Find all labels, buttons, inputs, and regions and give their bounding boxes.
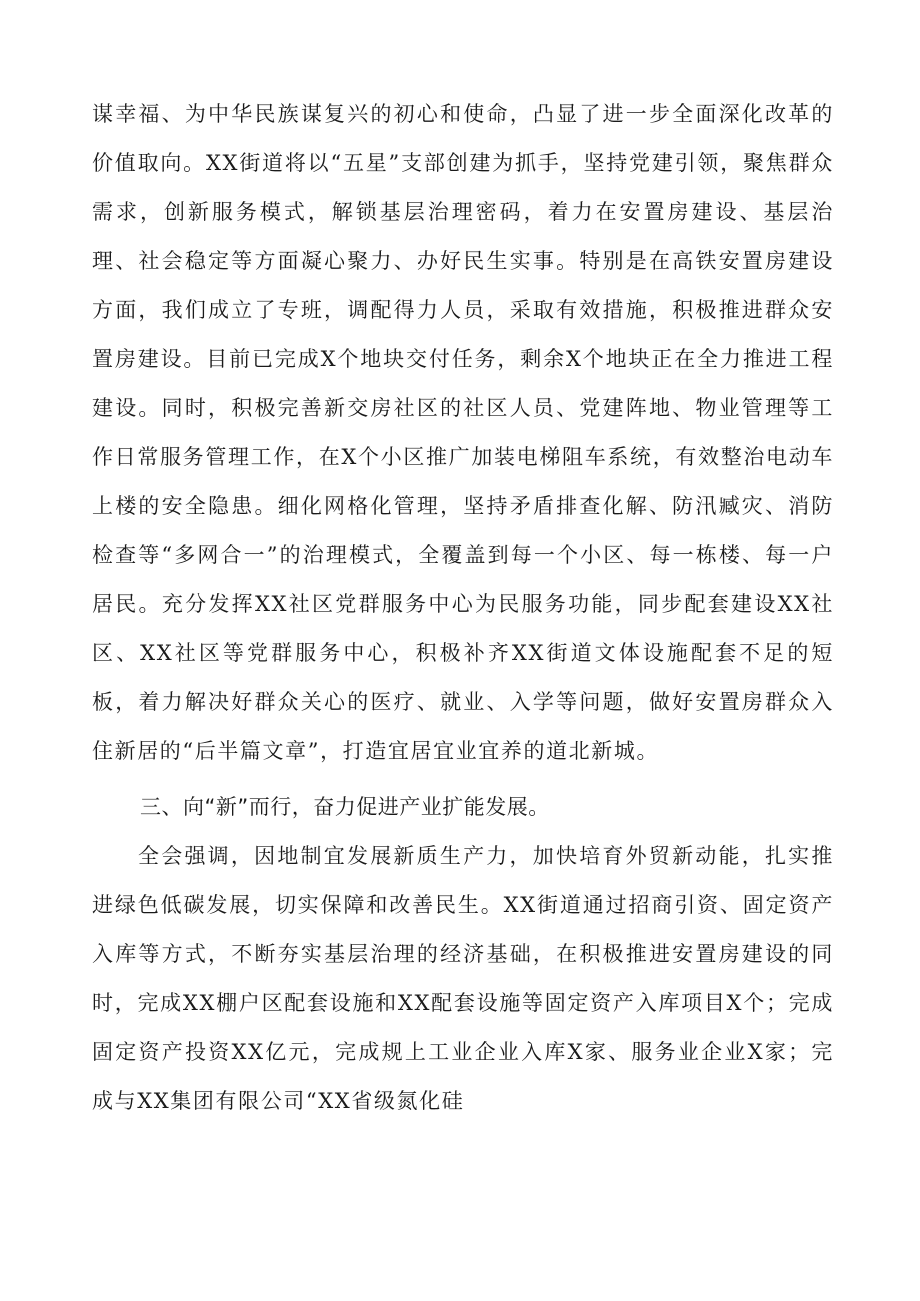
paragraph-text: 谋幸福、为中华民族谋复兴的初心和使命，凸显了进一步全面深化改革的价值取向。XX街道将以“五星”支部创建为抓手，坚持党建引领，聚焦群众需求，创新服务模式，解锁基层治理密码，着力在安置房建设、基层治理、社会稳定等方面凝心聚力、办好民生实事。特别是在高铁安置房建设方面，我们成立了专班，调配得力人员，采取有效措施，积极推进群众安置房建设。目前已完成X个地块交付任务，剩余X个地块正在全力推进工程建设。同时，积极完善新交房社区的社区人员、党建阵地、物业管理等工作日常服务管理工作，在X个小区推广加装电梯阻车系统，有效整治电动车上楼的安全隐患。细化网格化管理，坚持矛盾排查化解、防汛臧灾、消防检查等“多网合一”的治理模式，全覆盖到每一个小区、每一栋楼、每一户居民。充分发挥XX社区党群服务中心为民服务功能，同步配套建设XX社区、XX社区等党群服务中心，积极补齐XX街道文体设施配套不足的短板，着力解决好群众关心的医疗、就业、入学等问题，做好安置房群众入住新居的“后半篇文章”，打造宜居宜业宜养的道北新城。 [92,102,834,763]
paragraph-text: 全会强调，因地制宜发展新质生产力，加快培育外贸新动能，扎实推进绿色低碳发展，切实保障和改善民生。XX街道通过招商引资、固定资产入库等方式，不断夯实基层治理的经济基础，在积极推进安置房建设的同时，完成XX棚户区配套设施和XX配套设施等固定资产入库项目X个；完成固定资产投资XX亿元，完成规上工业企业入库X家、服务业企业X家；完成与XX集团有限公司“XX省级氮化硅 [92,844,834,1113]
section-heading-3: 三、向“新”而行，奋力促进产业扩能发展。 [140,795,550,819]
body-paragraph-1 [92,90,834,776]
body-paragraph-2 [92,832,834,1126]
